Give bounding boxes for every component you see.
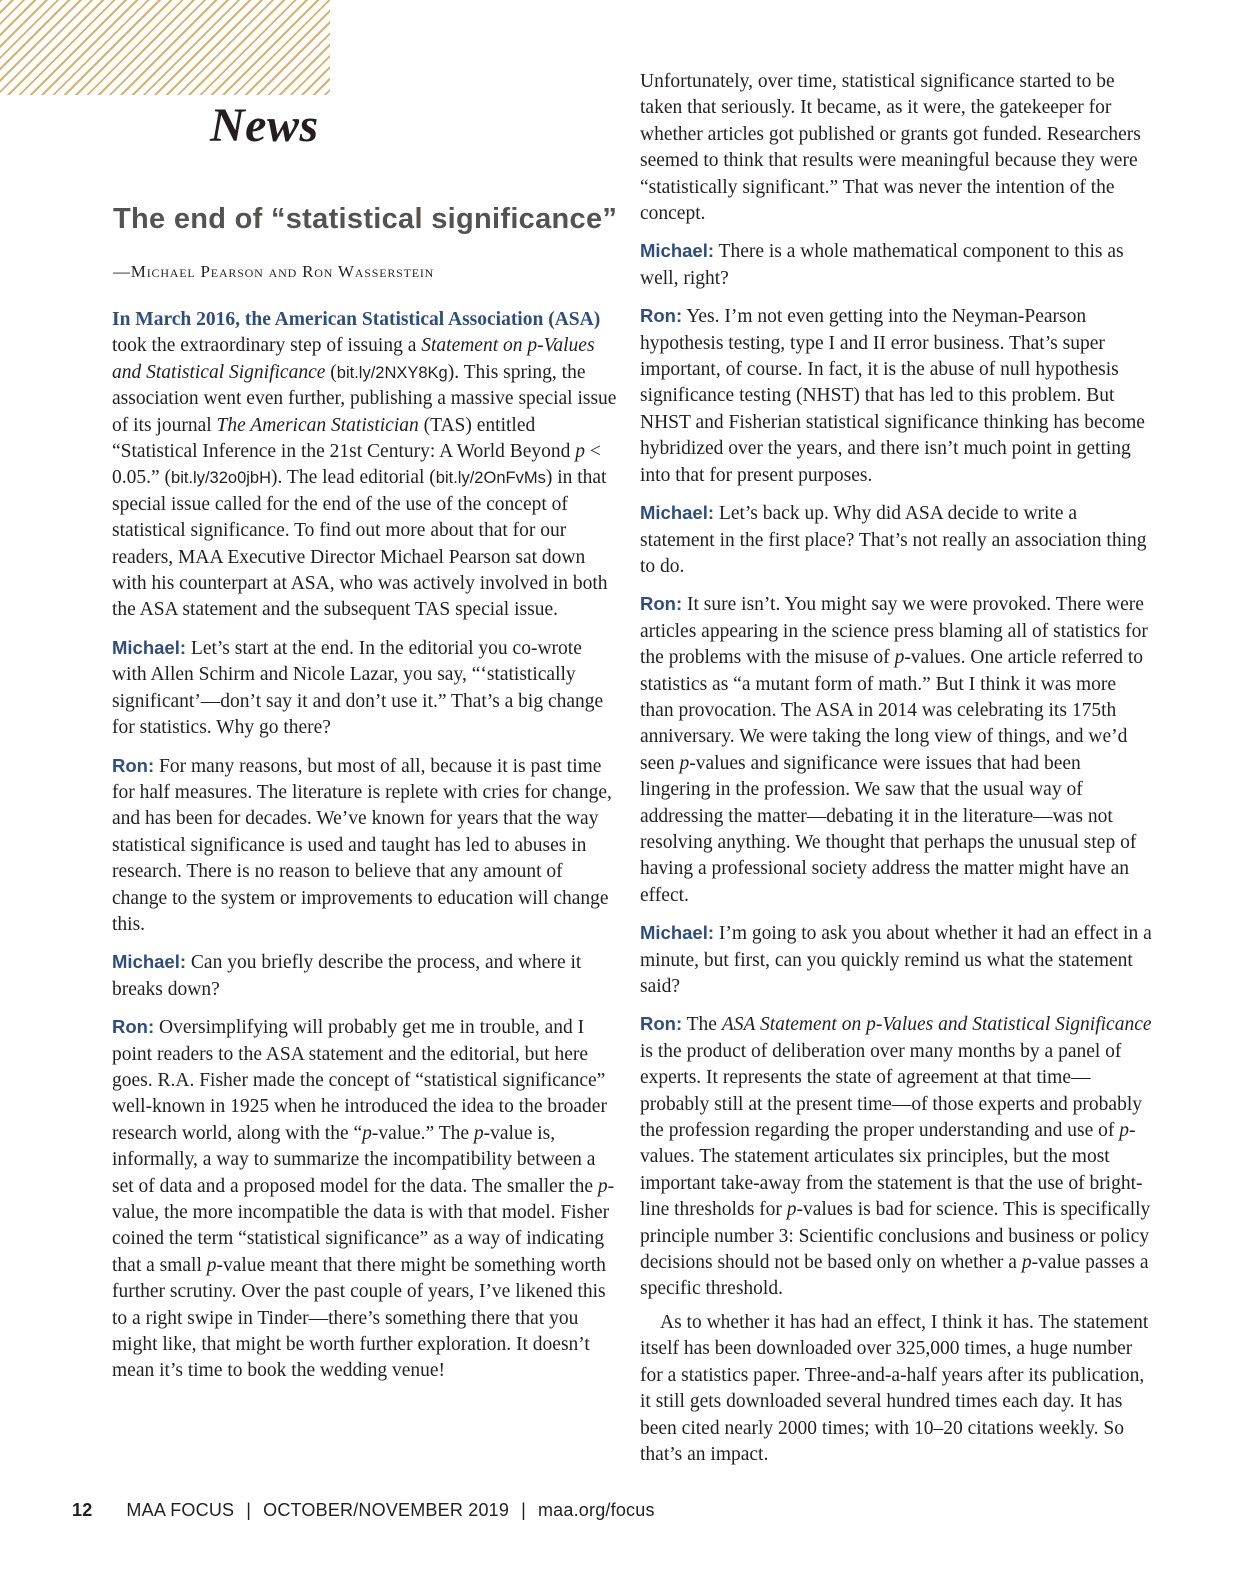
speaker-label: Ron: xyxy=(640,305,683,327)
decorative-hatch-pattern xyxy=(0,0,330,95)
dialogue-paragraph: Ron: Yes. I’m not even getting into the Neyman-Pearson hypothesis testing, type I and II error business. That’s super important, of course. In fact, it is the abuse of null hypothesis significance testing (NHST) that has led to this problem. But NHST and Fisherian statistical significance thinking has become hybridized over the years, and there isn’t much point in getting into that for present purposes. xyxy=(640,305,1145,486)
speaker-label: Ron: xyxy=(112,1016,155,1038)
dialogue-paragraph: Ron: For many reasons, but most of all, because it is past time for half measures. The literature is replete with cries for change, and has been for decades. We’ve known for years that the way statistical significance is used and taught has led to abuses in research. There is no reason to believe that any amount of change to the system or improvements to education will change this. xyxy=(112,754,612,935)
footer-separator: | xyxy=(521,1500,526,1520)
dialogue-paragraph: Ron: The ASA Statement on p-Values and Statistical Significance is the product of deliberation over many months by a panel of experts. It represents the state of agreement at that time—probably still at the present time—of those experts and probably the profession regarding the proper understanding and use of p-values. The statement articulates six principles, but the most important take-away from the statement is that the use of bright-line thresholds for p-values is bad for science. This is specifically principle number 3: Scientific conclusions and business or policy decisions should not be based only on whether a p-value passes a specific threshold. xyxy=(640,1013,1152,1300)
dialogue-paragraph: Ron: Oversimplifying will probably get me in trouble, and I point readers to the ASA statement and the editorial, but here goes. R.A. Fisher made the concept of “statistical significance” well-known in 1925 when he introduced the idea to the broader research world, along with the “p-value.” The p-value is, informally, a way to summarize the incompatibility between a set of data and a proposed model for the data. The smaller the p-value, the more incompatible the data is with that model. Fisher coined the term “statistical significance” as a way of indicating that a small p-value meant that there might be something worth further scrutiny. Over the past couple of years, I’ve likened this to a right swipe in Tinder—there’s something there that you might like, that might be worth further exploration. It doesn’t mean it’s time to book the wedding venue! xyxy=(112,1016,615,1382)
dialogue-paragraph: Michael: I’m going to ask you about whether it had an effect in a minute, but first, can you quickly remind us what the statement said? xyxy=(640,922,1152,997)
dialogue-paragraph: Michael: Let’s start at the end. In the editorial you co-wrote with Allen Schirm and Nicole Lazar, you say, “‘statistically significant’—don’t say it and don’t use it.” That’s a big change for statistics. Why go there? xyxy=(112,636,604,739)
body-paragraph: Unfortunately, over time, statistical significance started to be taken that seriously. It became, as it were, the gatekeeper for whether articles got published or grants got funded. Researchers seemed to think that results were meaningful because they were “statistically significant.” That was never the intention of the concept. xyxy=(640,71,1141,225)
footer-separator: | xyxy=(246,1500,252,1520)
link-special-issue: bit.ly/32o0jbH xyxy=(171,469,272,488)
page-footer xyxy=(72,1500,655,1521)
dialogue-paragraph: Michael: Let’s back up. Why did ASA decide to write a statement in the first place? That’s not really an association thing to do. xyxy=(640,502,1147,577)
publication-name: MAA FOCUS xyxy=(126,1500,235,1520)
speaker-label: Ron: xyxy=(640,1013,683,1035)
byline: —Michael Pearson and Ron Wasserstein xyxy=(113,262,435,281)
speaker-label: Michael: xyxy=(112,951,187,973)
intro-paragraph: In March 2016, the American Statistical Association (ASA) took the extraordinary step of issuing a Statement on p-Values and Statistical Significance (bit.ly/2NXY8Kg). This spring, the association went even further, publishing a massive special issue of its journal The American Statistician (TAS) entitled “Statistical Inference in the 21st Century: A World Beyond p < 0.05.” (bit.ly/32o0jbH). The lead editorial (bit.ly/2OnFvMs) in that special issue called for the end of the use of the concept of statistical significance. To find out more about that for our readers, MAA Executive Director Michael Pearson sat down with his counterpart at ASA, who was actively involved in both the ASA statement and the subsequent TAS special issue. xyxy=(112,309,617,621)
article-title: The end of “statistical significance” xyxy=(113,203,618,235)
link-editorial: bit.ly/2OnFvMs xyxy=(435,469,546,488)
speaker-label: Michael: xyxy=(112,636,187,658)
speaker-label: Ron: xyxy=(640,593,683,615)
page-number: 12 xyxy=(72,1500,93,1520)
speaker-label: Ron: xyxy=(112,754,155,776)
speaker-label: Michael: xyxy=(640,922,715,944)
publication-url: maa.org/focus xyxy=(537,1500,655,1520)
body-paragraph: As to whether it has had an effect, I think it has. The statement itself has been downloaded over 325,000 times, a huge number for a statistics paper. Three-and-a-half years after its publication, it still gets downloaded several hundred times each day. It has been cited nearly 2000 times; with 10–20 citations weekly. So that’s an impact. xyxy=(640,1311,1149,1465)
right-column xyxy=(640,69,1152,1479)
speaker-label: Michael: xyxy=(640,240,715,262)
speaker-label: Michael: xyxy=(640,502,715,524)
left-column xyxy=(112,307,620,1396)
issue-date: OCTOBER/NOVEMBER 2019 xyxy=(263,1500,510,1520)
dialogue-paragraph: Michael: Can you briefly describe the process, and where it breaks down? xyxy=(112,951,582,1000)
dialogue-paragraph: Ron: It sure isn’t. You might say we were provoked. There were articles appearing in the science press blaming all of statistics for the problems with the misuse of p-values. One article referred to statistics as “a mutant form of math.” But I think it was more than provocation. The ASA in 2014 was celebrating its 175th anniversary. We were taking the long view of things, and we’d seen p-values and significance were issues that had been lingering in the profession. We saw that the usual way of addressing the matter—debating it in the literature—was not resolving anything. We thought that perhaps the unusual step of having a professional society address the matter might have an effect. xyxy=(640,593,1148,906)
dialogue-paragraph: Michael: There is a whole mathematical component to this as well, right? xyxy=(640,240,1124,289)
lead-in: In March 2016, the American Statistical Association (ASA) xyxy=(112,309,601,330)
link-statement: bit.ly/2NXY8Kg xyxy=(336,363,448,382)
section-title: News xyxy=(210,99,319,152)
